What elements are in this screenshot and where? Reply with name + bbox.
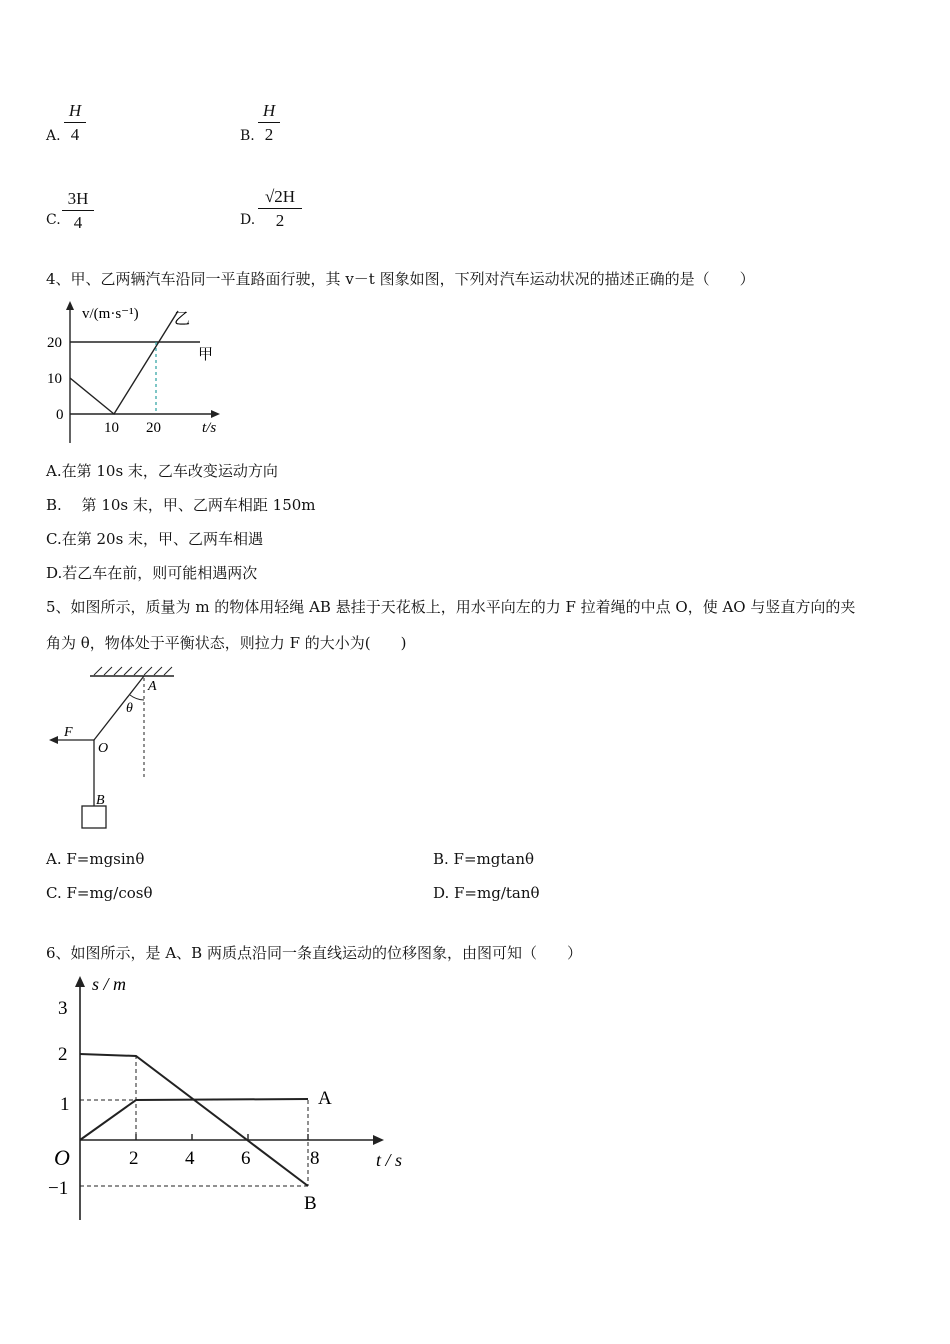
y-axis-label: s / m: [92, 974, 127, 994]
option-a-label: A.: [46, 128, 61, 144]
option-a-fraction: [64, 100, 86, 147]
x-tick-20: 20: [146, 420, 161, 436]
line-A: [80, 1099, 308, 1140]
denominator: 2: [264, 125, 274, 144]
numerator: √2H: [258, 186, 302, 209]
option-c-fraction: [62, 188, 94, 235]
question-number: 4、: [46, 270, 71, 288]
force-diagram: [44, 664, 184, 834]
question-number: 6、: [46, 944, 71, 962]
q5-option-c: C. F=mg/cosθ: [46, 884, 153, 902]
denominator: 2: [275, 211, 285, 230]
x-tick-6: 6: [241, 1148, 251, 1169]
q5-option-d: D. F=mg/tanθ: [433, 884, 540, 902]
point-A-label: A: [148, 679, 157, 694]
denominator: 4: [73, 213, 83, 232]
x-axis-label: t / s: [376, 1150, 403, 1170]
numerator: H: [64, 100, 86, 123]
question-4-stem: [46, 268, 755, 289]
point-B-label: B: [96, 793, 105, 808]
x-tick-4: 4: [185, 1148, 195, 1169]
q5-option-b: B. F=mgtanθ: [433, 850, 535, 868]
line-yi: [70, 311, 178, 414]
x-tick-10: 10: [104, 420, 119, 436]
question-6-stem: [46, 942, 582, 963]
label-yi: 乙: [174, 311, 191, 328]
question-text: 甲、乙两辆汽车沿同一平直路面行驶，其 v－t 图象如图，下列对汽车运动状况的描述正确的是（ ）: [70, 270, 755, 288]
y-tick-2: 2: [58, 1044, 68, 1065]
y-tick-10: 10: [47, 371, 62, 387]
q4-option-d: D.若乙车在前，则可能相遇两次: [46, 564, 258, 582]
option-c-label: C.: [46, 212, 61, 228]
label-B: B: [304, 1193, 317, 1214]
x-tick-8: 8: [310, 1148, 320, 1169]
question-5-stem-line1: [46, 596, 855, 617]
option-d-fraction: [258, 186, 302, 233]
y-tick-neg1: −1: [48, 1178, 69, 1199]
y-tick-0: 0: [56, 407, 64, 423]
option-b-label: B.: [240, 128, 255, 144]
q4-option-c: C.在第 20s 末，甲、乙两车相遇: [46, 530, 264, 548]
q5-option-a: A. F=mgsinθ: [46, 850, 145, 868]
question-text: 如图所示，质量为 m 的物体用轻绳 AB 悬挂于天花板上，用水平向左的力 F 拉着绳的中点 O，使 AO 与竖直方向的夹: [70, 598, 856, 616]
numerator: 3H: [62, 188, 94, 211]
option-d-label: D.: [240, 212, 256, 228]
y-axis-label: v/(m·s⁻¹): [82, 306, 139, 322]
question-text: 如图所示，是 A、B 两质点沿同一条直线运动的位移图象，由图可知（ ）: [70, 944, 582, 962]
vt-graph: [40, 298, 240, 448]
q4-option-b: B. 第 10s 末，甲、乙两车相距 150m: [46, 496, 316, 514]
force-F-label: F: [64, 725, 73, 740]
question-number: 5、: [46, 598, 71, 616]
label-jia: 甲: [198, 347, 214, 363]
theta-label: θ: [126, 701, 133, 716]
st-graph: [40, 970, 420, 1225]
origin-label: O: [54, 1145, 70, 1170]
y-tick-1: 1: [60, 1094, 70, 1115]
point-O-label: O: [98, 741, 109, 756]
y-tick-20: 20: [47, 335, 62, 351]
x-axis-label: t/s: [202, 420, 217, 436]
y-tick-3: 3: [58, 998, 68, 1019]
x-tick-2: 2: [129, 1148, 139, 1169]
q4-option-a: A.在第 10s 末，乙车改变运动方向: [46, 462, 278, 480]
question-5-stem-line2: 角为 θ，物体处于平衡状态，则拉力 F 的大小为( ): [46, 634, 407, 652]
label-A: A: [318, 1088, 332, 1109]
denominator: 4: [70, 125, 80, 144]
option-b-fraction: [258, 100, 280, 147]
numerator: H: [258, 100, 280, 123]
